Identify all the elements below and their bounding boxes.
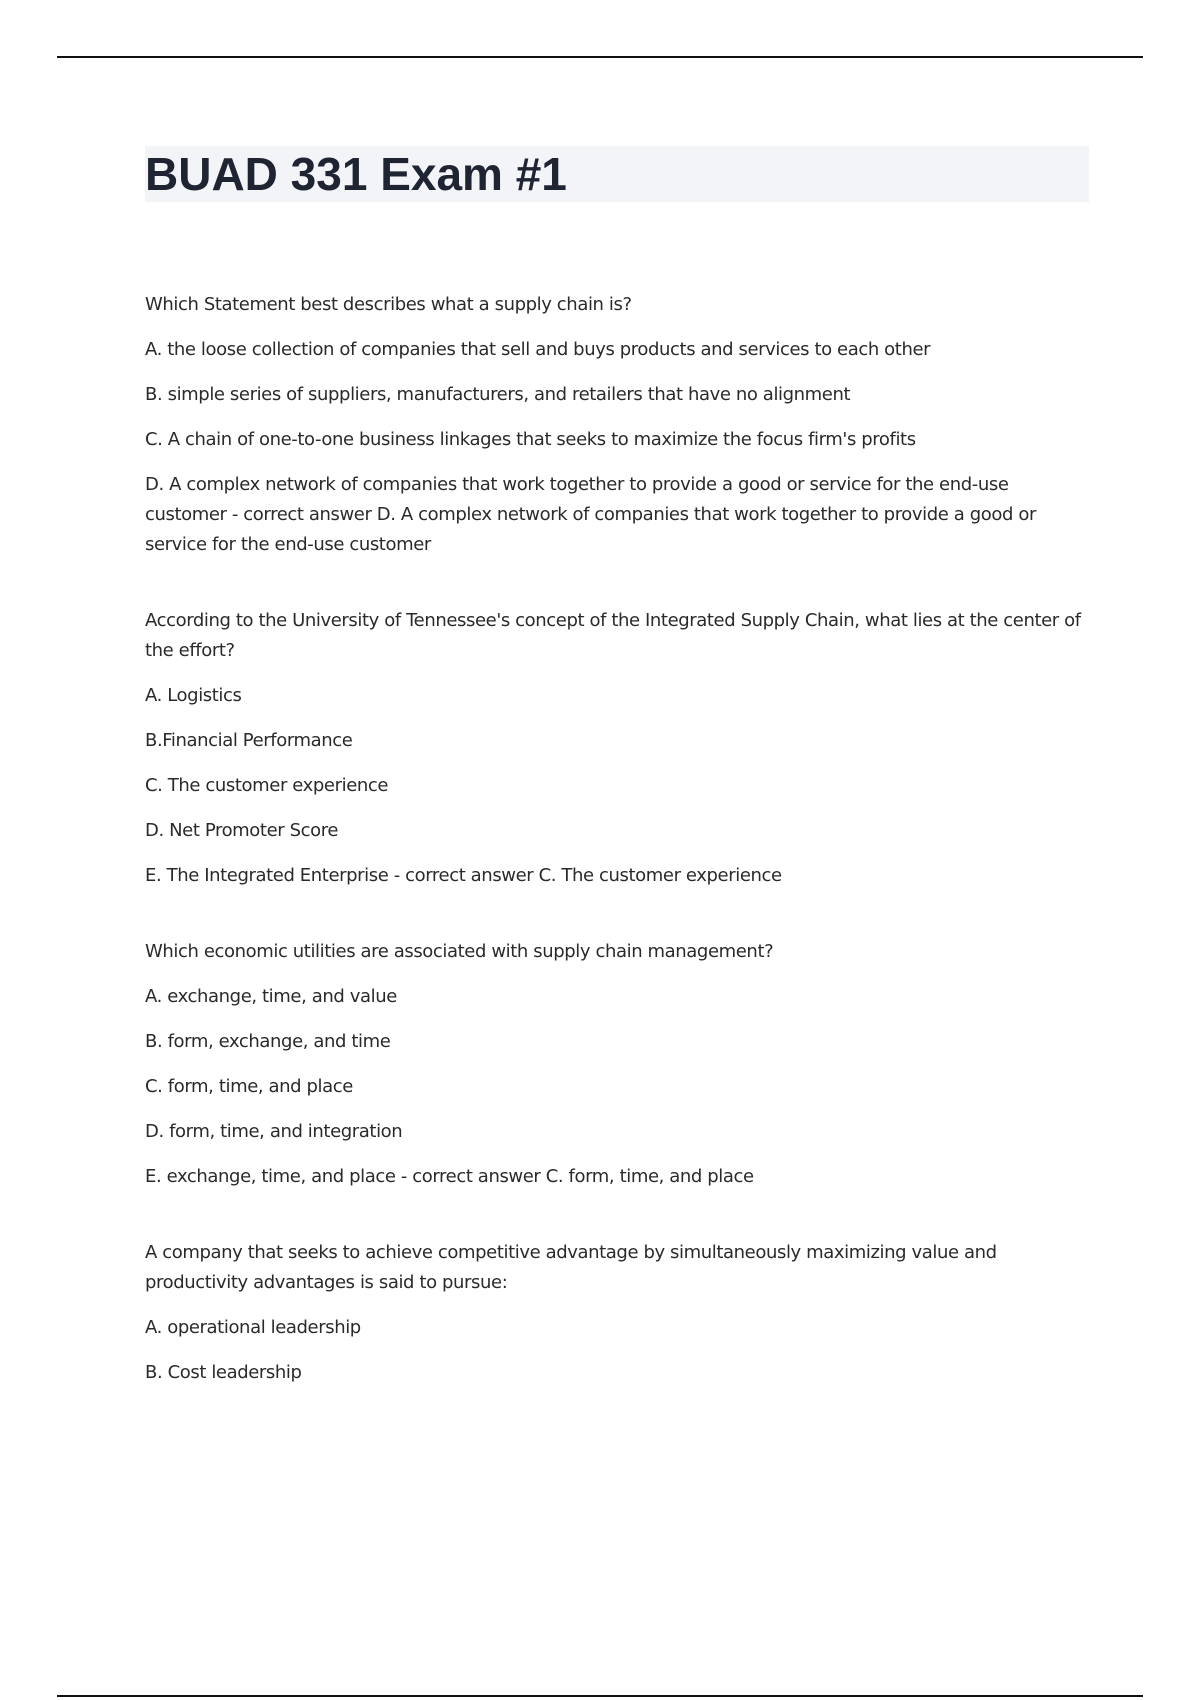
question-block xyxy=(145,290,1090,560)
question-block xyxy=(145,1238,1090,1388)
answer-option: E. The Integrated Enterprise - correct answer C. The customer experience xyxy=(145,865,782,886)
question-block xyxy=(145,606,1090,891)
question-text: Which economic utilities are associated with supply chain management? xyxy=(145,941,774,962)
bottom-divider xyxy=(57,1695,1143,1697)
answer-option: D. Net Promoter Score xyxy=(145,820,338,841)
document-body xyxy=(145,290,1090,1434)
answer-option: D. A complex network of companies that work together to provide a good or service for the end-use customer - correct answer D. A complex network of companies that work together to provide a good or service for the end-use customer xyxy=(145,474,1036,555)
answer-option: C. The customer experience xyxy=(145,775,389,796)
answer-option: B. simple series of suppliers, manufacturers, and retailers that have no alignment xyxy=(145,384,851,405)
answer-option: A. exchange, time, and value xyxy=(145,986,397,1007)
top-divider xyxy=(57,56,1143,58)
answer-option: B. Cost leadership xyxy=(145,1362,302,1383)
answer-option: D. form, time, and integration xyxy=(145,1121,403,1142)
answer-option: B. form, exchange, and time xyxy=(145,1031,391,1052)
answer-option: A. Logistics xyxy=(145,685,242,706)
answer-option: C. form, time, and place xyxy=(145,1076,353,1097)
answer-option: A. the loose collection of companies that sell and buys products and services to each other xyxy=(145,339,931,360)
question-block xyxy=(145,937,1090,1192)
answer-option: E. exchange, time, and place - correct answer C. form, time, and place xyxy=(145,1166,754,1187)
question-text: Which Statement best describes what a supply chain is? xyxy=(145,294,632,315)
answer-option: A. operational leadership xyxy=(145,1317,361,1338)
question-text: According to the University of Tennessee's concept of the Integrated Supply Chain, what lies at the center of the effort? xyxy=(145,610,1081,661)
page-title: BUAD 331 Exam #1 xyxy=(145,148,567,200)
answer-option: B.Financial Performance xyxy=(145,730,353,751)
question-text: A company that seeks to achieve competitive advantage by simultaneously maximizing value and productivity advantages is said to pursue: xyxy=(145,1242,997,1293)
answer-option: C. A chain of one-to-one business linkages that seeks to maximize the focus firm's profits xyxy=(145,429,916,450)
